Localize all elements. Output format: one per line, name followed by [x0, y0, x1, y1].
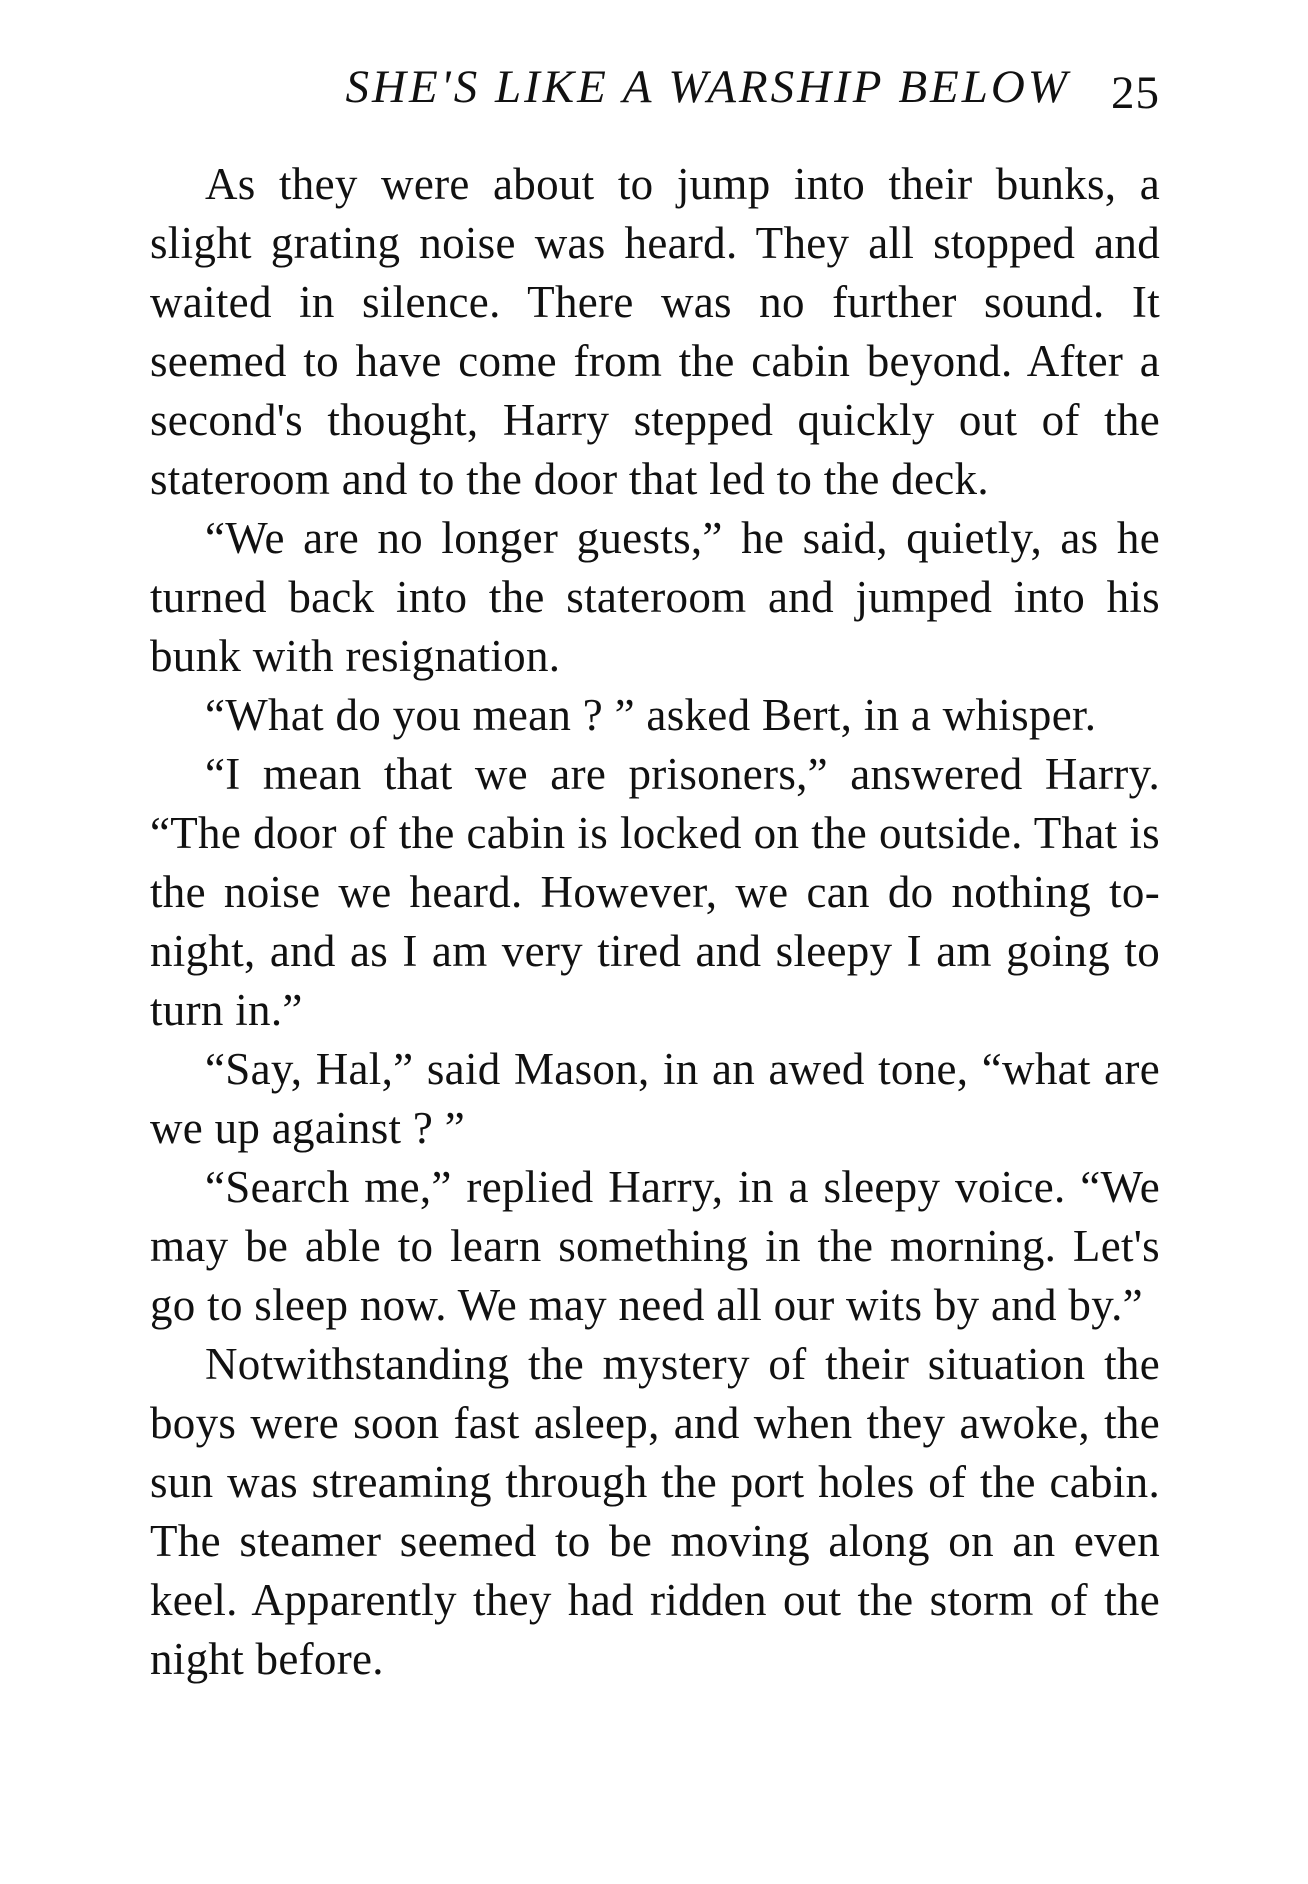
paragraph: “We are no longer guests,” he said, quietly, as he turned back into the stateroom and jumped into his bunk with resignation.: [150, 513, 1160, 681]
paragraph: As they were about to jump into their bunks, a slight grating noise was heard. They all stopped and waited in silence. There was no further sound. It seemed to have come from the cabin beyond. After a second's thought, Harry stepped quickly out of the stateroom and to the door that led to the deck.: [150, 159, 1160, 504]
paragraph: “Search me,” replied Harry, in a sleepy voice. “We may be able to learn something in the morning. Let's go to sleep now. We may need all our wits by and by.”: [150, 1162, 1160, 1330]
paragraph: “What do you mean ? ” asked Bert, in a whisper.: [205, 690, 1097, 740]
running-title: SHE'S LIKE A WARSHIP BELOW: [345, 61, 1070, 113]
paragraph: “Say, Hal,” said Mason, in an awed tone, “what are we up against ? ”: [150, 1044, 1160, 1153]
body-text: [150, 155, 1160, 1689]
page-number: 25: [1111, 67, 1160, 119]
paragraph: “I mean that we are prisoners,” answered Harry. “The door of the cabin is locked on the outside. That is the noise we heard. However, we can do nothing to-night, and as I am very tired and sleepy I am going to turn in.”: [150, 749, 1160, 1035]
paragraph: Notwithstanding the mystery of their situation the boys were soon fast asleep, and when they awoke, the sun was streaming through the port holes of the cabin. The steamer seemed to be moving along on an even keel. Apparently they had ridden out the storm of the night before.: [150, 1339, 1160, 1684]
running-head: [150, 52, 1160, 122]
